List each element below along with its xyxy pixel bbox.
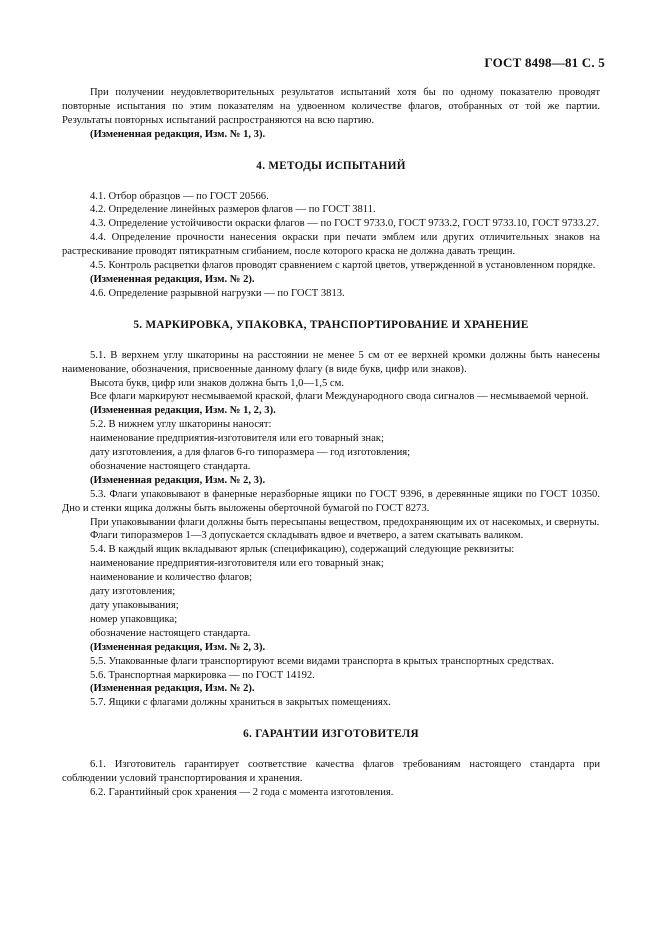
paragraph: 5.2. В нижнем углу шкаторины наносят: (90, 419, 272, 431)
section-heading-methods: 4. МЕТОДЫ ИСПЫТАНИЙ (256, 159, 406, 172)
paragraph: 4.3. Определение устойчивости окраски флагов — по ГОСТ 9733.0, ГОСТ 9733.2, ГОСТ 9733.10, ГОСТ 9733.27. (90, 218, 600, 230)
paragraph: При упаковывании флаги должны быть пересыпаны веществом, предохраняющим их от насекомых, и свернуты. (90, 516, 600, 528)
list-item: обозначение настоящего стандарта. (90, 460, 251, 472)
paragraph: 6.2. Гарантийный срок хранения — 2 года с момента изготовления. (90, 786, 394, 798)
paragraph: 5.1. В верхнем углу шкаторины на расстоянии не менее 5 см от ее верхней кромки должны быть нанесены наименование, обозначения, присвоенные данному флагу (в виде букв, цифр или знаков). (62, 349, 600, 375)
paragraph: 4.5. Контроль расцветки флагов проводят сравнением с картой цветов, утвержденной в установленном порядке. (90, 260, 596, 272)
section-heading-warranty: 6. ГАРАНТИИ ИЗГОТОВИТЕЛЯ (243, 728, 419, 741)
list-item: наименование предприятия-изготовителя или его товарный знак; (90, 558, 384, 570)
page-header: ГОСТ 8498—81 С. 5 (484, 55, 605, 70)
paragraph: 5.5. Упакованные флаги транспортируют всеми видами транспорта в крытых транспортных средствах. (90, 655, 555, 667)
list-item: наименование и количество флагов; (90, 572, 253, 584)
amendment-note: (Измененная редакция, Изм. № 2, 3). (90, 474, 266, 486)
amendment-note: (Измененная редакция, Изм. № 1, 3). (90, 128, 266, 140)
list-item: дату изготовления, а для флагов 6-го типоразмера — год изготовления; (90, 447, 411, 459)
amendment-note: (Измененная редакция, Изм. № 2). (90, 273, 255, 285)
paragraph: 4.1. Отбор образцов — по ГОСТ 20566. (90, 190, 269, 202)
list-item: дату упаковывания; (90, 600, 179, 611)
amendment-note: (Измененная редакция, Изм. № 2). (90, 683, 255, 695)
list-item: дату изготовления; (90, 586, 176, 598)
amendment-note: (Измененная редакция, Изм. № 2, 3). (90, 641, 266, 653)
paragraph: 5.4. В каждый ящик вкладывают ярлык (спецификацию), содержащий следующие реквизиты: (90, 544, 515, 556)
paragraph: 5.3. Флаги упаковывают в фанерные неразборные ящики по ГОСТ 9396, в деревянные ящики по ГОСТ 10350. Дно и стенки ящика должны быть выложены оберточной бумагой по ГОСТ 8273. (62, 488, 600, 514)
paragraph: 5.7. Ящики с флагами должны храниться в закрытых помещениях. (90, 697, 391, 709)
section-heading-marking: 5. МАРКИРОВКА, УПАКОВКА, ТРАНСПОРТИРОВАНИЕ И ХРАНЕНИЕ (133, 318, 529, 331)
paragraph: 6.1. Изготовитель гарантирует соответствие качества флагов требованиям настоящего стандарта при соблюдении условий транспортирования и хранения. (62, 759, 600, 785)
document-body (62, 86, 600, 800)
paragraph: 4.4. Определение прочности нанесения окраски при печати эмблем или других отличительных знаков на растрескивание проводят пятикратным сгибанием, после которого краска не должна давать трещин. (62, 232, 600, 258)
paragraph: Все флаги маркируют несмываемой краской, флаги Международного свода сигналов — несмываемой черной. (90, 391, 589, 403)
list-item: наименование предприятия-изготовителя или его товарный знак; (90, 433, 384, 445)
paragraph: 4.2. Определение линейных размеров флагов — по ГОСТ 3811. (90, 204, 376, 216)
paragraph: 5.6. Транспортная маркировка — по ГОСТ 14192. (90, 669, 315, 681)
list-item: номер упаковщика; (90, 613, 178, 625)
amendment-note: (Измененная редакция, Изм. № 1, 2, 3). (90, 405, 276, 417)
paragraph: Высота букв, цифр или знаков должна быть 1,0—1,5 см. (90, 377, 344, 389)
paragraph: 4.6. Определение разрывной нагрузки — по ГОСТ 3813. (90, 287, 345, 299)
paragraph: При получении неудовлетворительных результатов испытаний хотя бы по одному показателю проводят повторные испытания по этим показателям на удвоенном количестве флагов, отобранных от той же партии. Результаты повторных испытаний распространяются на всю партию. (62, 87, 600, 126)
list-item: обозначение настоящего стандарта. (90, 627, 251, 639)
paragraph: Флаги типоразмеров 1—3 допускается складывать вдвое и вчетверо, а затем скатывать валиком. (90, 530, 524, 542)
